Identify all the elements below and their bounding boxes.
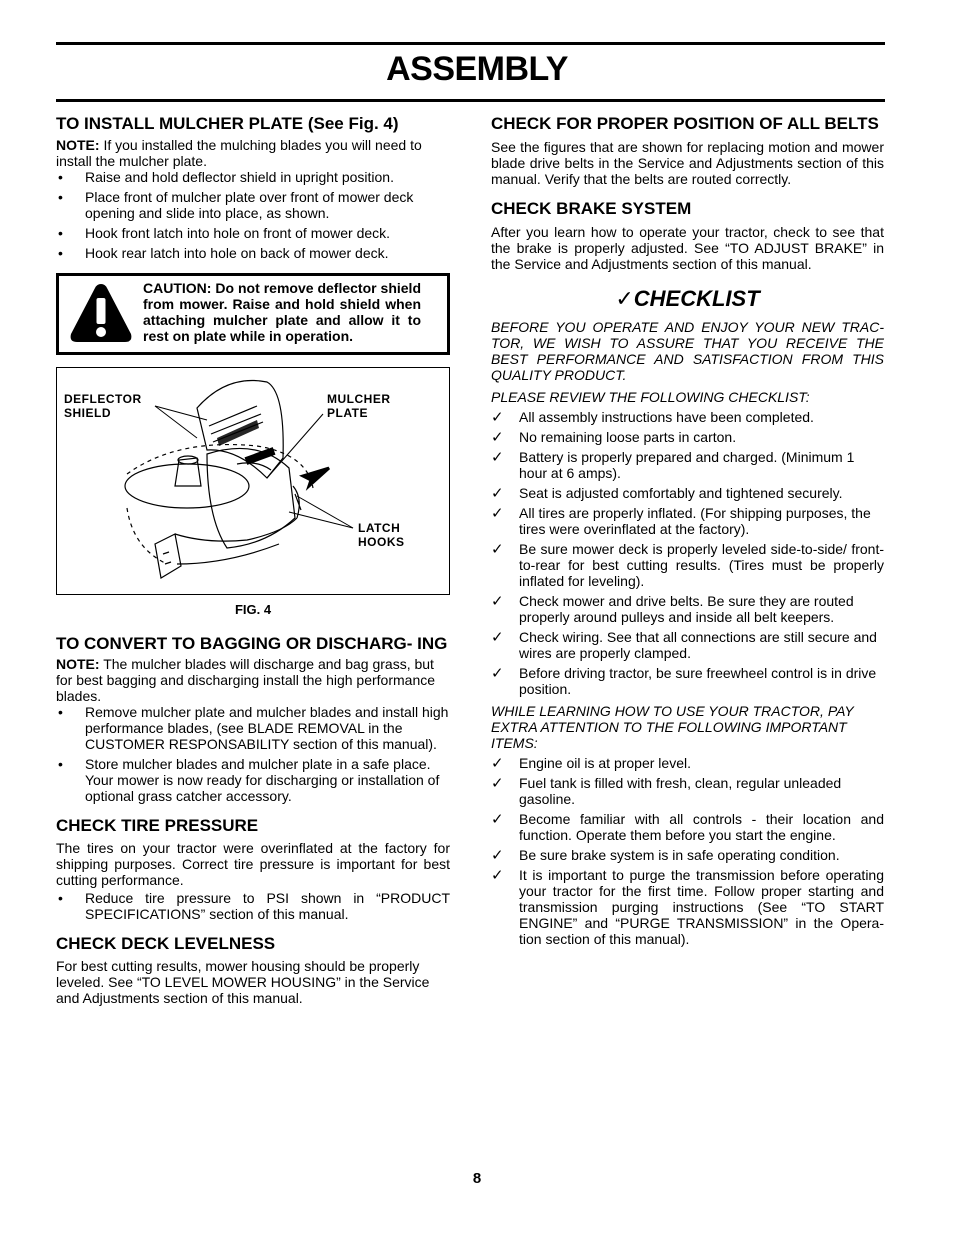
label-mulcher-plate: MULCHER PLATE (327, 392, 391, 420)
list-item: • Hook front latch into hole on front of mower deck. (56, 225, 450, 241)
list-item: ✓ Seat is adjusted comfortably and tightened securely. (491, 484, 843, 502)
label-latch-hooks: LATCH HOOKS (358, 521, 405, 549)
note-text: The mulcher blades will discharge and bag grass, but for best bagging and discharging install the high performance blades. (56, 656, 436, 704)
caution-box (56, 273, 450, 355)
convert-note (56, 656, 450, 704)
list-item: ✓ Be sure mower deck is properly leveled side-to-side/ front-to-rear for best cutting results. (Tires must be properly inflated for leveling). (491, 540, 884, 589)
list-item: ✓ Check mower and drive belts. Be sure they are routed properly around pulleys and inside all belt keepers. (491, 592, 854, 625)
figure-caption: FIG. 4 (234, 602, 272, 617)
mulcher-note (56, 137, 450, 169)
checklist-review: PLEASE REVIEW THE FOLLOWING CHECKLIST: (491, 389, 810, 405)
list-item: ✓ All tires are properly inflated. (For shipping purposes, the tires were overinflated at the factory). (491, 504, 871, 537)
mulcher-heading: TO INSTALL MULCHER PLATE (See Fig. 4) (56, 114, 399, 133)
top-rule (56, 42, 885, 45)
page-number: 8 (472, 1170, 482, 1187)
check-mark-icon: ✓ (491, 774, 504, 792)
convert-steps (56, 704, 450, 804)
check-mark-icon: ✓ (491, 408, 504, 426)
caution-text: CAUTION: Do not remove deflector shield from mower. Raise and hold shield when attaching mulcher plate and allow it to rest on plate while in operation. (143, 280, 421, 344)
check-mark-icon: ✓ (491, 628, 504, 646)
checklist-title (491, 286, 884, 313)
list-item: ✓ Battery is properly prepared and charged. (Minimum 1 hour at 6 amps). (491, 448, 855, 481)
list-item: • Place front of mulcher plate over front of mower deck opening and slide into place, as shown. (56, 189, 450, 221)
note-label: NOTE: (56, 656, 100, 672)
list-item: ✓ All assembly instructions have been completed. (491, 408, 814, 426)
checklist-items-2 (491, 755, 884, 947)
list-item: ✓ Become familiar with all controls - their location and function. Operate them before you start the engine. (491, 810, 884, 843)
note-label: NOTE: (56, 137, 100, 153)
belts-heading: CHECK FOR PROPER POSITION OF ALL BELTS (491, 114, 879, 133)
checklist-intro: BEFORE YOU OPERATE AND ENJOY YOUR NEW TRAC- TOR, WE WISH TO ASSURE THAT YOU RECEIVE THE BEST PERFORMANCE AND SATISFACTION FROM THIS QUALITY PRODUCT. (491, 319, 884, 383)
figure-4 (56, 367, 450, 595)
tire-steps (56, 890, 450, 922)
belts-text: See the figures that are shown for replacing motion and mower blade drive belts in the Service and Adjustments section of this manual. Verify that the belts are routed correctly. (491, 139, 884, 187)
check-mark-icon: ✓ (491, 484, 504, 502)
right-column (491, 114, 884, 951)
check-mark-icon: ✓ (615, 287, 634, 312)
checklist-while: WHILE LEARNING HOW TO USE YOUR TRACTOR, PAY EXTRA ATTENTION TO THE FOLLOWING IMPORTANT ITEMS: (491, 703, 854, 751)
list-item: • Store mulcher blades and mulcher plate in a safe place. Your mower is now ready for discharging or installation of optional grass catcher accessory. (56, 756, 450, 804)
list-item: ✓ Check wiring. See that all connections are still secure and wires are properly clamped. (491, 628, 877, 661)
left-column (56, 114, 450, 1006)
list-item: ✓ No remaining loose parts in carton. (491, 428, 737, 446)
deck-text: For best cutting results, mower housing should be properly leveled. See “TO LEVEL MOWER HOUSING” in the Service and Adjustments section of this manual. (56, 958, 430, 1006)
list-item: • Remove mulcher plate and mulcher blades and install high performance blades, (see BLADE REMOVAL in the CUSTOMER RESPONSABILITY section of this manual). (56, 704, 450, 752)
check-mark-icon: ✓ (491, 592, 504, 610)
warning-icon (69, 282, 133, 344)
label-deflector-shield: DEFLECTOR SHIELD (64, 392, 142, 420)
list-item: ✓ Engine oil is at proper level. (491, 754, 691, 772)
check-mark-icon: ✓ (491, 540, 504, 558)
check-mark-icon: ✓ (491, 428, 504, 446)
check-mark-icon: ✓ (491, 846, 504, 864)
check-mark-icon: ✓ (491, 866, 504, 884)
note-text: If you installed the mulching blades you will need to install the mulcher plate. (56, 137, 422, 169)
list-item: ✓ Before driving tractor, be sure freewheel control is in drive position. (491, 664, 877, 697)
list-item: ✓ It is important to purge the transmission before operating your tractor for the first time. Follow proper starting and transmission purging instructions (See “TO START ENGINE” and “PURGE TRANSMISSION” in the Opera- tion section of this manual). (491, 866, 884, 947)
list-item: • Reduce tire pressure to PSI shown in “PRODUCT SPECIFICATIONS” section of this manual. (56, 890, 450, 922)
tire-heading: CHECK TIRE PRESSURE (56, 816, 259, 835)
brake-text: After you learn how to operate your tractor, check to see that the brake is properly adjusted. See “TO ADJUST BRAKE” in the Service and Adjustments section of this manual. (491, 224, 884, 272)
mulcher-steps (56, 169, 450, 261)
list-item: • Raise and hold deflector shield in upright position. (56, 169, 450, 185)
check-mark-icon: ✓ (491, 448, 504, 466)
tire-text: The tires on your tractor were overinflated at the factory for shipping purposes. Correct tire pressure is important for best cutting performance. (56, 840, 450, 888)
check-mark-icon: ✓ (491, 504, 504, 522)
convert-heading: TO CONVERT TO BAGGING OR DISCHARG- ING (56, 634, 448, 653)
brake-heading: CHECK BRAKE SYSTEM (491, 199, 692, 218)
list-item: ✓ Be sure brake system is in safe operating condition. (491, 846, 840, 864)
checklist-title-text: CHECKLIST (633, 286, 760, 311)
list-item: ✓ Fuel tank is filled with fresh, clean, regular unleaded gasoline. (491, 774, 842, 807)
title-underline (56, 99, 885, 102)
page-title: ASSEMBLY (386, 50, 568, 88)
check-mark-icon: ✓ (491, 810, 504, 828)
list-item: • Hook rear latch into hole on back of mower deck. (56, 245, 450, 261)
checklist-items (491, 409, 884, 697)
check-mark-icon: ✓ (491, 664, 504, 682)
deck-heading: CHECK DECK LEVELNESS (56, 934, 276, 953)
check-mark-icon: ✓ (491, 754, 504, 772)
